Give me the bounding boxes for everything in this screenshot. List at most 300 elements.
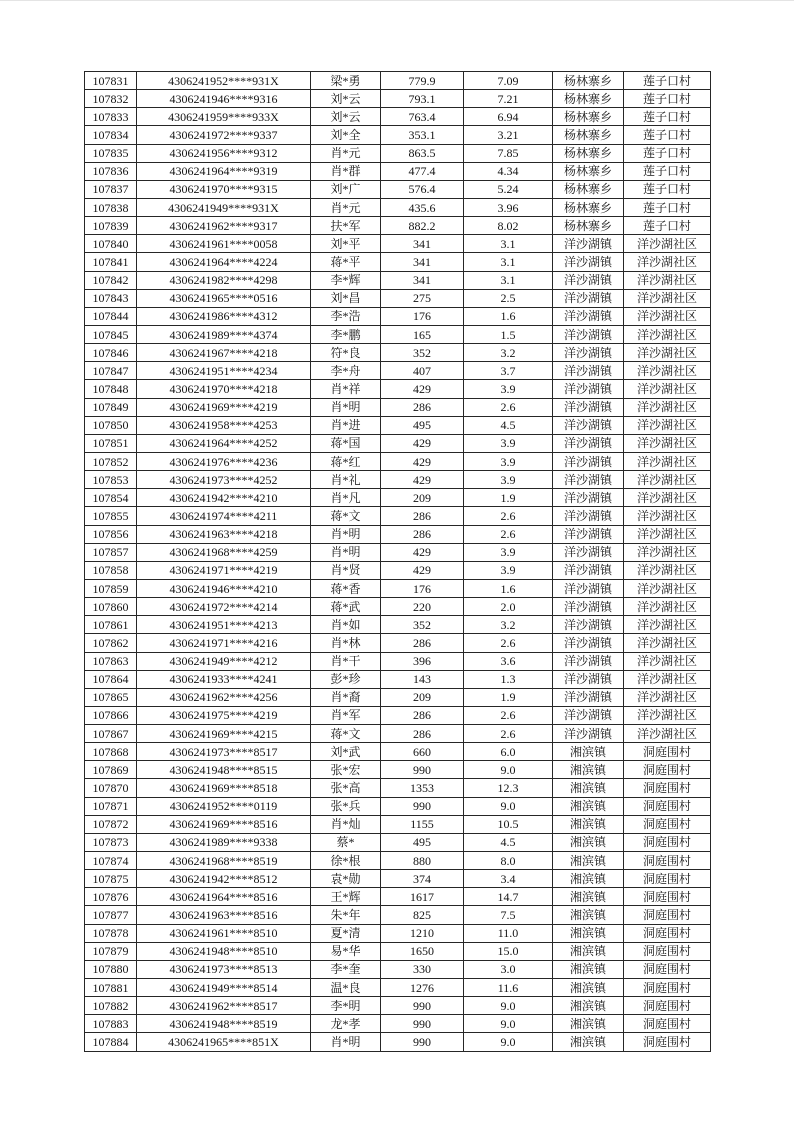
table-row: [85, 997, 711, 1015]
cell-serial: 107858: [85, 561, 137, 579]
cell-name: 袁*勋: [311, 870, 381, 888]
cell-village: 洞庭围村: [624, 888, 711, 906]
cell-amount: 341: [381, 253, 464, 271]
table-row: [85, 471, 711, 489]
cell-village: 洋沙湖社区: [624, 634, 711, 652]
cell-name: 夏*清: [311, 924, 381, 942]
cell-name: 李*辉: [311, 271, 381, 289]
cell-village: 洋沙湖社区: [624, 271, 711, 289]
cell-name: 张*高: [311, 779, 381, 797]
cell-town: 湘滨镇: [553, 997, 624, 1015]
cell-area: 3.2: [464, 616, 553, 634]
cell-village: 莲子口村: [624, 90, 711, 108]
cell-name: 彭*珍: [311, 670, 381, 688]
cell-town: 湘滨镇: [553, 779, 624, 797]
cell-area: 7.85: [464, 144, 553, 162]
cell-name: 刘*平: [311, 235, 381, 253]
cell-serial: 107833: [85, 108, 137, 126]
cell-id-number: 4306241949****4212: [137, 652, 311, 670]
cell-id-number: 4306241969****8516: [137, 815, 311, 833]
cell-serial: 107848: [85, 380, 137, 398]
cell-name: 朱*年: [311, 906, 381, 924]
cell-amount: 880: [381, 852, 464, 870]
cell-town: 洋沙湖镇: [553, 561, 624, 579]
cell-name: 刘*云: [311, 108, 381, 126]
cell-amount: 176: [381, 307, 464, 325]
cell-name: 蒋*平: [311, 253, 381, 271]
cell-id-number: 4306241971****4219: [137, 561, 311, 579]
cell-village: 洞庭围村: [624, 979, 711, 997]
cell-village: 洋沙湖社区: [624, 489, 711, 507]
cell-town: 洋沙湖镇: [553, 289, 624, 307]
cell-area: 1.9: [464, 688, 553, 706]
cell-area: 3.9: [464, 452, 553, 470]
cell-name: 肖*明: [311, 543, 381, 561]
cell-amount: 1210: [381, 924, 464, 942]
table-row: [85, 108, 711, 126]
cell-amount: 779.9: [381, 72, 464, 90]
cell-serial: 107850: [85, 416, 137, 434]
table-row: [85, 180, 711, 198]
cell-village: 洞庭围村: [624, 833, 711, 851]
table-row: [85, 815, 711, 833]
cell-town: 洋沙湖镇: [553, 489, 624, 507]
cell-village: 莲子口村: [624, 108, 711, 126]
cell-village: 莲子口村: [624, 72, 711, 90]
cell-serial: 107880: [85, 960, 137, 978]
cell-area: 3.9: [464, 471, 553, 489]
table-row: [85, 271, 711, 289]
cell-village: 洞庭围村: [624, 852, 711, 870]
cell-village: 莲子口村: [624, 162, 711, 180]
cell-amount: 495: [381, 833, 464, 851]
cell-village: 洋沙湖社区: [624, 507, 711, 525]
table-row: [85, 162, 711, 180]
cell-village: 洋沙湖社区: [624, 434, 711, 452]
cell-serial: 107879: [85, 942, 137, 960]
cell-town: 洋沙湖镇: [553, 307, 624, 325]
table-row: [85, 452, 711, 470]
cell-amount: 429: [381, 452, 464, 470]
table-row: [85, 634, 711, 652]
cell-area: 14.7: [464, 888, 553, 906]
cell-village: 洋沙湖社区: [624, 325, 711, 343]
record-table-body: [85, 72, 711, 1052]
cell-serial: 107857: [85, 543, 137, 561]
cell-serial: 107864: [85, 670, 137, 688]
cell-area: 9.0: [464, 761, 553, 779]
cell-name: 刘*云: [311, 90, 381, 108]
cell-id-number: 4306241956****9312: [137, 144, 311, 162]
cell-town: 湘滨镇: [553, 870, 624, 888]
cell-id-number: 4306241964****4224: [137, 253, 311, 271]
cell-name: 肖*凡: [311, 489, 381, 507]
cell-village: 莲子口村: [624, 144, 711, 162]
table-row: [85, 1015, 711, 1033]
cell-area: 7.5: [464, 906, 553, 924]
beneficiary-records-table: [84, 71, 711, 1052]
cell-amount: 286: [381, 634, 464, 652]
cell-name: 肖*灿: [311, 815, 381, 833]
cell-village: 洋沙湖社区: [624, 561, 711, 579]
cell-amount: 286: [381, 725, 464, 743]
cell-name: 蒋*香: [311, 579, 381, 597]
table-row: [85, 942, 711, 960]
cell-amount: 353.1: [381, 126, 464, 144]
cell-amount: 352: [381, 344, 464, 362]
cell-id-number: 4306241989****9338: [137, 833, 311, 851]
cell-id-number: 4306241968****8519: [137, 852, 311, 870]
cell-area: 5.24: [464, 180, 553, 198]
cell-town: 湘滨镇: [553, 833, 624, 851]
cell-id-number: 4306241958****4253: [137, 416, 311, 434]
cell-id-number: 4306241973****4252: [137, 471, 311, 489]
cell-town: 洋沙湖镇: [553, 706, 624, 724]
table-row: [85, 398, 711, 416]
cell-serial: 107881: [85, 979, 137, 997]
cell-area: 1.3: [464, 670, 553, 688]
cell-serial: 107859: [85, 579, 137, 597]
cell-amount: 863.5: [381, 144, 464, 162]
cell-area: 2.6: [464, 398, 553, 416]
cell-town: 洋沙湖镇: [553, 416, 624, 434]
table-row: [85, 924, 711, 942]
cell-area: 6.0: [464, 743, 553, 761]
cell-town: 杨林寨乡: [553, 90, 624, 108]
cell-town: 湘滨镇: [553, 979, 624, 997]
table-row: [85, 960, 711, 978]
cell-village: 洞庭围村: [624, 1015, 711, 1033]
cell-village: 洋沙湖社区: [624, 344, 711, 362]
cell-town: 杨林寨乡: [553, 144, 624, 162]
cell-area: 4.5: [464, 833, 553, 851]
cell-id-number: 4306241969****8518: [137, 779, 311, 797]
cell-town: 湘滨镇: [553, 797, 624, 815]
table-row: [85, 561, 711, 579]
cell-area: 8.02: [464, 217, 553, 235]
cell-area: 2.6: [464, 725, 553, 743]
cell-name: 肖*明: [311, 525, 381, 543]
cell-serial: 107842: [85, 271, 137, 289]
cell-town: 洋沙湖镇: [553, 344, 624, 362]
cell-id-number: 4306241971****4216: [137, 634, 311, 652]
cell-amount: 477.4: [381, 162, 464, 180]
cell-amount: 429: [381, 380, 464, 398]
cell-id-number: 4306241963****8516: [137, 906, 311, 924]
cell-village: 洞庭围村: [624, 761, 711, 779]
cell-area: 3.9: [464, 380, 553, 398]
cell-town: 湘滨镇: [553, 761, 624, 779]
table-row: [85, 833, 711, 851]
table-row: [85, 706, 711, 724]
cell-town: 洋沙湖镇: [553, 398, 624, 416]
cell-name: 梁*勇: [311, 72, 381, 90]
cell-name: 符*良: [311, 344, 381, 362]
cell-amount: 495: [381, 416, 464, 434]
cell-amount: 882.2: [381, 217, 464, 235]
cell-name: 张*宏: [311, 761, 381, 779]
cell-id-number: 4306241951****4213: [137, 616, 311, 634]
cell-village: 洋沙湖社区: [624, 579, 711, 597]
table-row: [85, 90, 711, 108]
cell-area: 4.34: [464, 162, 553, 180]
table-row: [85, 979, 711, 997]
cell-serial: 107832: [85, 90, 137, 108]
cell-serial: 107862: [85, 634, 137, 652]
cell-area: 2.5: [464, 289, 553, 307]
cell-town: 洋沙湖镇: [553, 362, 624, 380]
cell-area: 3.21: [464, 126, 553, 144]
cell-id-number: 4306241965****0516: [137, 289, 311, 307]
cell-id-number: 4306241967****4218: [137, 344, 311, 362]
cell-area: 10.5: [464, 815, 553, 833]
cell-town: 湘滨镇: [553, 960, 624, 978]
cell-village: 洋沙湖社区: [624, 416, 711, 434]
cell-town: 湘滨镇: [553, 888, 624, 906]
cell-name: 易*华: [311, 942, 381, 960]
cell-town: 洋沙湖镇: [553, 616, 624, 634]
table-row: [85, 434, 711, 452]
cell-village: 洞庭围村: [624, 1033, 711, 1052]
cell-village: 洋沙湖社区: [624, 307, 711, 325]
cell-area: 4.5: [464, 416, 553, 434]
table-row: [85, 670, 711, 688]
cell-id-number: 4306241961****0058: [137, 235, 311, 253]
cell-town: 洋沙湖镇: [553, 543, 624, 561]
cell-id-number: 4306241970****9315: [137, 180, 311, 198]
cell-name: 肖*干: [311, 652, 381, 670]
cell-amount: 1617: [381, 888, 464, 906]
cell-id-number: 4306241972****4214: [137, 598, 311, 616]
cell-amount: 165: [381, 325, 464, 343]
cell-amount: 1276: [381, 979, 464, 997]
cell-id-number: 4306241969****4215: [137, 725, 311, 743]
cell-id-number: 4306241952****0119: [137, 797, 311, 815]
table-row: [85, 217, 711, 235]
table-row: [85, 489, 711, 507]
cell-id-number: 4306241946****9316: [137, 90, 311, 108]
cell-id-number: 4306241948****8510: [137, 942, 311, 960]
cell-town: 杨林寨乡: [553, 126, 624, 144]
cell-name: 蔡*: [311, 833, 381, 851]
cell-name: 王*辉: [311, 888, 381, 906]
cell-serial: 107884: [85, 1033, 137, 1052]
cell-serial: 107844: [85, 307, 137, 325]
cell-village: 洋沙湖社区: [624, 670, 711, 688]
cell-serial: 107840: [85, 235, 137, 253]
cell-id-number: 4306241964****8516: [137, 888, 311, 906]
table-row: [85, 543, 711, 561]
cell-area: 7.21: [464, 90, 553, 108]
cell-amount: 275: [381, 289, 464, 307]
cell-town: 洋沙湖镇: [553, 380, 624, 398]
cell-id-number: 4306241942****8512: [137, 870, 311, 888]
cell-village: 洞庭围村: [624, 815, 711, 833]
cell-name: 肖*元: [311, 144, 381, 162]
cell-id-number: 4306241972****9337: [137, 126, 311, 144]
cell-serial: 107851: [85, 434, 137, 452]
cell-name: 刘*武: [311, 743, 381, 761]
cell-serial: 107869: [85, 761, 137, 779]
cell-id-number: 4306241986****4312: [137, 307, 311, 325]
cell-serial: 107871: [85, 797, 137, 815]
cell-area: 2.6: [464, 634, 553, 652]
cell-area: 2.6: [464, 507, 553, 525]
cell-town: 杨林寨乡: [553, 217, 624, 235]
cell-area: 2.6: [464, 706, 553, 724]
table-row: [85, 1033, 711, 1052]
cell-name: 龙*孝: [311, 1015, 381, 1033]
cell-id-number: 4306241949****931X: [137, 198, 311, 216]
cell-village: 洋沙湖社区: [624, 706, 711, 724]
cell-village: 洞庭围村: [624, 924, 711, 942]
cell-id-number: 4306241964****9319: [137, 162, 311, 180]
cell-id-number: 4306241982****4298: [137, 271, 311, 289]
cell-village: 洞庭围村: [624, 997, 711, 1015]
cell-name: 肖*元: [311, 198, 381, 216]
cell-town: 洋沙湖镇: [553, 688, 624, 706]
cell-amount: 286: [381, 525, 464, 543]
cell-name: 肖*明: [311, 1033, 381, 1052]
cell-town: 洋沙湖镇: [553, 271, 624, 289]
cell-serial: 107865: [85, 688, 137, 706]
cell-serial: 107836: [85, 162, 137, 180]
cell-name: 刘*昌: [311, 289, 381, 307]
cell-id-number: 4306241933****4241: [137, 670, 311, 688]
cell-id-number: 4306241964****4252: [137, 434, 311, 452]
cell-area: 8.0: [464, 852, 553, 870]
cell-town: 洋沙湖镇: [553, 579, 624, 597]
cell-village: 洞庭围村: [624, 960, 711, 978]
cell-town: 洋沙湖镇: [553, 525, 624, 543]
cell-name: 肖*军: [311, 706, 381, 724]
cell-id-number: 4306241973****8517: [137, 743, 311, 761]
cell-name: 刘*全: [311, 126, 381, 144]
cell-serial: 107835: [85, 144, 137, 162]
table-row: [85, 652, 711, 670]
cell-amount: 220: [381, 598, 464, 616]
cell-amount: 429: [381, 434, 464, 452]
table-row: [85, 198, 711, 216]
cell-amount: 143: [381, 670, 464, 688]
cell-town: 洋沙湖镇: [553, 725, 624, 743]
cell-town: 杨林寨乡: [553, 108, 624, 126]
cell-serial: 107872: [85, 815, 137, 833]
cell-area: 1.6: [464, 307, 553, 325]
cell-serial: 107882: [85, 997, 137, 1015]
cell-name: 肖*祥: [311, 380, 381, 398]
cell-name: 肖*裔: [311, 688, 381, 706]
cell-village: 洋沙湖社区: [624, 452, 711, 470]
cell-area: 3.0: [464, 960, 553, 978]
cell-id-number: 4306241942****4210: [137, 489, 311, 507]
table-row: [85, 344, 711, 362]
cell-amount: 396: [381, 652, 464, 670]
cell-id-number: 4306241952****931X: [137, 72, 311, 90]
cell-amount: 763.4: [381, 108, 464, 126]
cell-amount: 990: [381, 1015, 464, 1033]
cell-name: 蒋*武: [311, 598, 381, 616]
cell-id-number: 4306241963****4218: [137, 525, 311, 543]
cell-village: 莲子口村: [624, 217, 711, 235]
cell-town: 湘滨镇: [553, 815, 624, 833]
table-row: [85, 725, 711, 743]
table-row: [85, 688, 711, 706]
cell-serial: 107860: [85, 598, 137, 616]
cell-id-number: 4306241948****8519: [137, 1015, 311, 1033]
cell-area: 2.0: [464, 598, 553, 616]
cell-serial: 107847: [85, 362, 137, 380]
cell-area: 11.6: [464, 979, 553, 997]
cell-name: 肖*如: [311, 616, 381, 634]
cell-town: 湘滨镇: [553, 942, 624, 960]
cell-amount: 286: [381, 706, 464, 724]
cell-amount: 407: [381, 362, 464, 380]
table-row: [85, 743, 711, 761]
cell-area: 2.6: [464, 525, 553, 543]
cell-id-number: 4306241946****4210: [137, 579, 311, 597]
table-row: [85, 870, 711, 888]
cell-id-number: 4306241962****4256: [137, 688, 311, 706]
cell-amount: 990: [381, 761, 464, 779]
cell-village: 莲子口村: [624, 198, 711, 216]
table-row: [85, 144, 711, 162]
cell-name: 李*浩: [311, 307, 381, 325]
cell-town: 洋沙湖镇: [553, 235, 624, 253]
cell-name: 李*舟: [311, 362, 381, 380]
cell-town: 洋沙湖镇: [553, 634, 624, 652]
cell-area: 15.0: [464, 942, 553, 960]
cell-name: 蒋*文: [311, 507, 381, 525]
cell-serial: 107854: [85, 489, 137, 507]
cell-area: 12.3: [464, 779, 553, 797]
cell-serial: 107878: [85, 924, 137, 942]
cell-amount: 429: [381, 471, 464, 489]
cell-amount: 435.6: [381, 198, 464, 216]
cell-name: 李*鹏: [311, 325, 381, 343]
cell-serial: 107867: [85, 725, 137, 743]
cell-name: 扶*军: [311, 217, 381, 235]
cell-id-number: 4306241973****8513: [137, 960, 311, 978]
cell-area: 6.94: [464, 108, 553, 126]
cell-area: 3.6: [464, 652, 553, 670]
cell-village: 洋沙湖社区: [624, 525, 711, 543]
cell-village: 洞庭围村: [624, 743, 711, 761]
cell-village: 洞庭围村: [624, 906, 711, 924]
cell-town: 杨林寨乡: [553, 72, 624, 90]
cell-town: 洋沙湖镇: [553, 325, 624, 343]
cell-serial: 107873: [85, 833, 137, 851]
cell-area: 3.9: [464, 434, 553, 452]
cell-area: 1.6: [464, 579, 553, 597]
cell-serial: 107831: [85, 72, 137, 90]
cell-name: 张*兵: [311, 797, 381, 815]
cell-area: 9.0: [464, 797, 553, 815]
cell-town: 湘滨镇: [553, 743, 624, 761]
cell-area: 7.09: [464, 72, 553, 90]
cell-area: 3.2: [464, 344, 553, 362]
table-row: [85, 289, 711, 307]
cell-amount: 341: [381, 235, 464, 253]
cell-id-number: 4306241969****4219: [137, 398, 311, 416]
cell-area: 1.9: [464, 489, 553, 507]
cell-id-number: 4306241975****4219: [137, 706, 311, 724]
cell-village: 洋沙湖社区: [624, 616, 711, 634]
cell-id-number: 4306241968****4259: [137, 543, 311, 561]
cell-serial: 107876: [85, 888, 137, 906]
cell-village: 洞庭围村: [624, 797, 711, 815]
cell-amount: 825: [381, 906, 464, 924]
